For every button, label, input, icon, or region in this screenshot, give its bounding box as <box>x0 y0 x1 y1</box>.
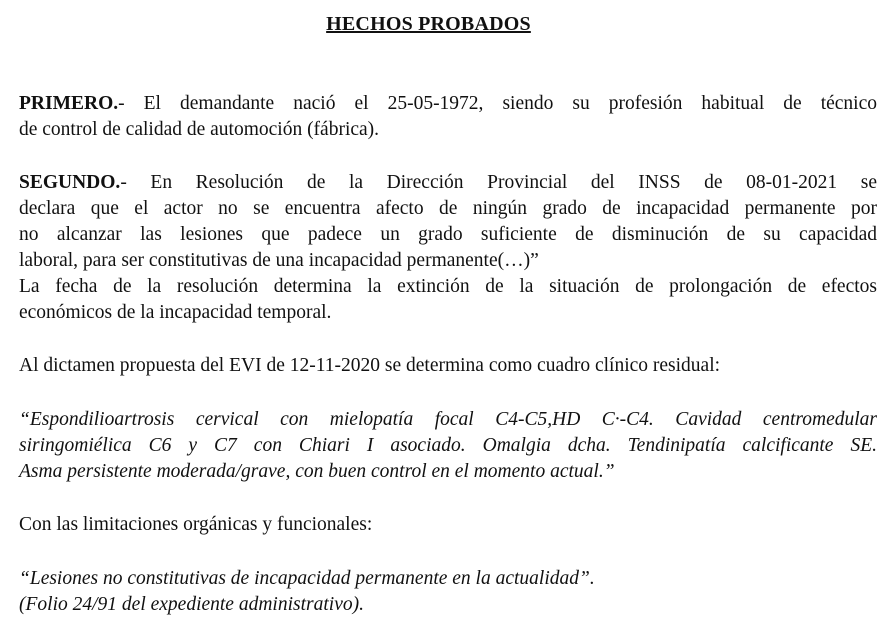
limitaciones-intro: Con las limitaciones orgánicas y funcionales: <box>19 514 373 535</box>
limitaciones-quote-line-1: “Lesiones no constitutivas de incapacidad permanente en la actualidad”. <box>19 568 595 589</box>
segundo-line-4: laboral, para ser constitutivas de una incapacidad permanente(…)” <box>19 250 539 271</box>
primero-label: PRIMERO. <box>19 93 119 114</box>
segundo-line-1 <box>19 170 877 196</box>
document-title: HECHOS PROBADOS <box>326 13 531 35</box>
dictamen-quote-line-1: “Espondilioartrosis cervical con mielopatía focal C4-C5,HD C·-C4. Cavidad centromedular <box>19 409 877 430</box>
dictamen-intro: Al dictamen propuesta del EVI de 12-11-2020 se determina como cuadro clínico residual: <box>19 355 721 376</box>
limitaciones-quote-line-2: (Folio 24/91 del expediente administrativo). <box>19 594 364 615</box>
segundo-line-2: declara que el actor no se encuentra afecto de ningún grado de incapacidad permanente por <box>19 198 877 219</box>
primero-line-2: de control de calidad de automoción (fábrica). <box>19 119 380 140</box>
segundo-line-6: económicos de la incapacidad temporal. <box>19 302 332 323</box>
segundo-line-5: La fecha de la resolución determina la extinción de la situación de prolongación de efectos <box>19 276 877 297</box>
dictamen-quote-line-2: siringomiélica C6 y C7 con Chiari I asociado. Omalgia dcha. Tendinipatía calcificante SE. <box>19 435 877 456</box>
primero-line-1 <box>19 91 877 117</box>
dictamen-quote-line-3: Asma persistente moderada/grave, con buen control en el momento actual.” <box>19 461 615 482</box>
segundo-line-3: no alcanzar las lesiones que padece un grado suficiente de disminución de su capacidad <box>19 224 877 245</box>
segundo-label: SEGUNDO. <box>19 172 121 193</box>
segundo-text-1: - En Resolución de la Dirección Provincial del INSS de 08-01-2021 se <box>120 172 877 193</box>
primero-text-1: - El demandante nació el 25-05-1972, siendo su profesión habitual de técnico <box>118 93 877 114</box>
